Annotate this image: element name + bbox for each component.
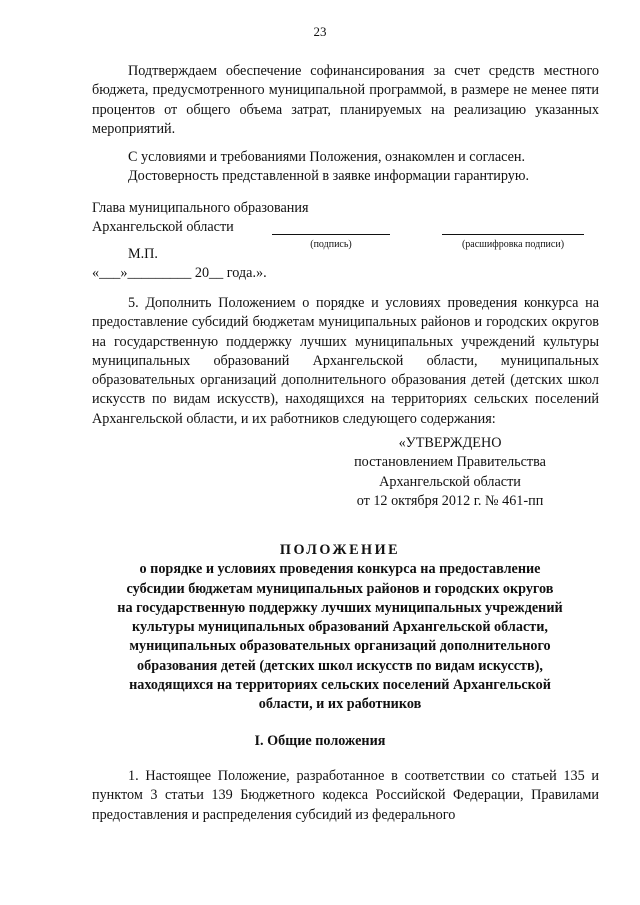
title-line: находящихся на территориях сельских поселений Архангельской [129, 677, 551, 694]
title-line: субсидии бюджетам муниципальных районов и городских округов [126, 580, 554, 597]
signature-caption: (подпись) [310, 239, 352, 250]
title-line: культуры муниципальных образований Архангельской области, [132, 619, 548, 636]
title-line: на государственную поддержку лучших муниципальных учреждений [117, 599, 563, 616]
approved-block [330, 434, 570, 511]
document-title [80, 541, 600, 715]
title-line: муниципальных образовательных организаций дополнительного [129, 638, 551, 655]
approved-line3: Архангельской области [379, 473, 521, 490]
signer-position-line2: Архангельской области [92, 219, 234, 235]
approved-line2: постановлением Правительства [354, 454, 546, 471]
seal-mark: М.П. [128, 246, 158, 262]
signer-position-line1: Глава муниципального образования [92, 200, 309, 216]
guarantee-line: Достоверность представленной в заявке информации гарантирую. [128, 168, 530, 184]
item5-paragraph: 5. Дополнить Положением о порядке и условиях проведения конкурса на предоставление субсидий бюджетам муниципальных районов и городских округов на государственную поддержку лучших муниципальных учреждений культуры муниципальных образований Архангельской области, муниципальных образовательных организаций дополнительного образования детей (детских школ искусств по видам искусств), находящихся на территориях сельских поселений Архангельской области, и их работников следующего содержания: [92, 295, 599, 427]
approved-line1: «УТВЕРЖДЕНО [398, 435, 502, 451]
signature-decoding-caption: (расшифровка подписи) [461, 239, 565, 250]
title-line: области, и их работников [258, 696, 422, 713]
confirm-paragraph: Подтверждаем обеспечение софинансирования за счет средств местного бюджета, предусмотренного муниципальной программой, в размере не менее пяти процентов от общего объема затрат, планируемых на реализацию указанных мероприятий. [92, 63, 599, 137]
title-line: о порядке и условиях проведения конкурса на предоставление [139, 561, 541, 578]
approved-line4: от 12 октября 2012 г. № 461-пп [356, 492, 544, 509]
page-number: 23 [313, 24, 327, 39]
title-line: образования детей (детских школ искусств по видам искусств), [137, 657, 543, 674]
date-line: «___»_________ 20__ года.». [92, 265, 267, 281]
section1-heading: I. Общие положения [254, 733, 386, 749]
section1-paragraph: 1. Настоящее Положение, разработанное в соответствии со статьей 135 и пунктом 3 статьи 139 Бюджетного кодекса Российской Федерации, Правилами предоставления и распределения субсидий из федерального [92, 768, 599, 823]
agree-line: С условиями и требованиями Положения, ознакомлен и согласен. [128, 149, 526, 165]
title-main: ПОЛОЖЕНИЕ [279, 542, 401, 558]
